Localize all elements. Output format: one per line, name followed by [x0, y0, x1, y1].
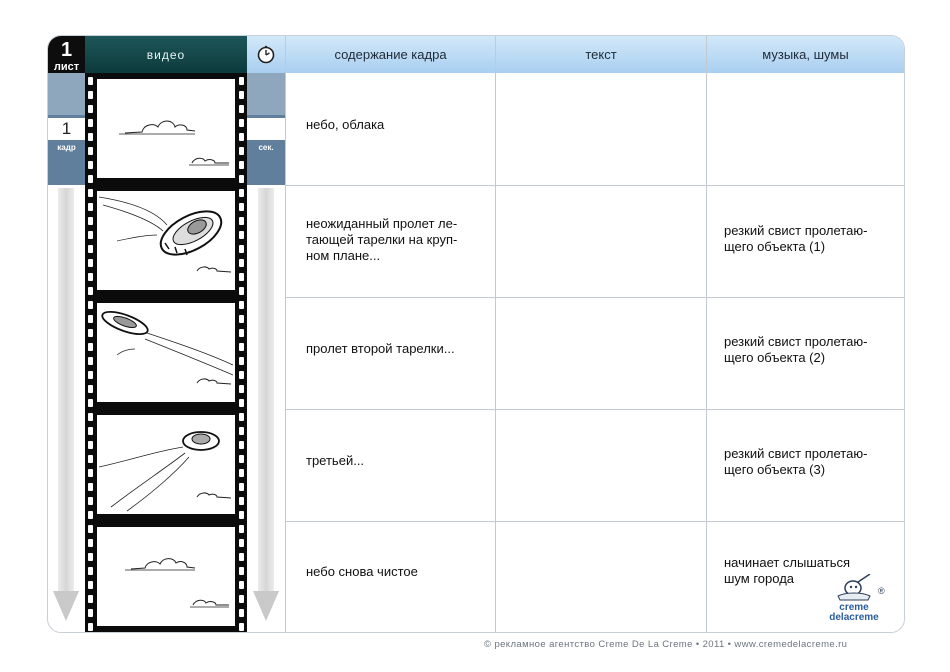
sprocket-hole	[88, 371, 93, 379]
sprocket-hole	[88, 77, 93, 85]
seconds-value	[247, 118, 285, 140]
footer-copyright: © рекламное агентство Creme De La Creme • 2011 • www.cremedelacreme.ru	[484, 639, 848, 650]
sprocket-hole	[239, 371, 244, 379]
frame-panel-top	[48, 73, 85, 115]
sprocket-hole	[239, 399, 244, 407]
sprocket-hole	[88, 399, 93, 407]
sprocket-hole	[88, 133, 93, 141]
sprocket-hole	[239, 105, 244, 113]
sprocket-hole	[88, 483, 93, 491]
row-divider	[285, 297, 904, 298]
sprocket-hole	[239, 161, 244, 169]
sprocket-hole	[239, 511, 244, 519]
row-4-music: резкий свист пролетаю- щего объекта (3)	[724, 446, 868, 477]
sprocket-hole	[88, 497, 93, 505]
sprocket-hole	[88, 427, 93, 435]
sprocket-hole	[88, 329, 93, 337]
logo-text-1: creme	[839, 602, 869, 613]
sprocket-hole	[239, 119, 244, 127]
storyboard-frame-3	[97, 303, 235, 402]
sprocket-hole	[88, 511, 93, 519]
sprocket-hole	[239, 413, 244, 421]
sprocket-hole	[239, 497, 244, 505]
sprocket-hole	[239, 483, 244, 491]
row-divider	[285, 409, 904, 410]
sprocket-hole	[239, 329, 244, 337]
sprocket-hole	[239, 567, 244, 575]
grid-line	[706, 36, 707, 632]
sprocket-hole	[88, 441, 93, 449]
sprocket-hole	[239, 469, 244, 477]
sprocket-hole	[88, 273, 93, 281]
sheet-label: лист	[53, 61, 80, 73]
row-5-music: начинает слышаться шум города	[724, 555, 851, 586]
logo-text-2: delacreme	[829, 612, 879, 622]
sprocket-hole	[239, 581, 244, 589]
grid-line	[495, 36, 496, 632]
sprocket-hole	[239, 385, 244, 393]
row-divider	[285, 521, 904, 522]
content-column-header: содержание кадра	[334, 47, 447, 62]
sprocket-hole	[239, 441, 244, 449]
sprocket-hole	[88, 385, 93, 393]
sprocket-hole	[239, 525, 244, 533]
sprocket-hole	[88, 301, 93, 309]
sprocket-hole	[239, 231, 244, 239]
video-column-header: видео	[85, 36, 247, 73]
sprocket-hole	[88, 357, 93, 365]
sprocket-hole	[88, 315, 93, 323]
sprocket-hole	[88, 175, 93, 183]
music-column-header: музыка, шумы	[762, 47, 849, 62]
sprocket-hole	[88, 119, 93, 127]
sprocket-hole	[239, 357, 244, 365]
row-2-music: резкий свист пролетаю- щего объекта (1)	[724, 223, 868, 254]
down-arrow-icon	[53, 591, 79, 623]
sprocket-hole	[239, 147, 244, 155]
sprocket-hole	[239, 623, 244, 631]
sprocket-hole	[88, 189, 93, 197]
sprocket-hole	[88, 413, 93, 421]
sprocket-hole	[239, 273, 244, 281]
sprocket-hole	[239, 287, 244, 295]
sprocket-hole	[88, 287, 93, 295]
sprocket-hole	[239, 77, 244, 85]
sprocket-hole	[239, 133, 244, 141]
storyboard-frame-4	[97, 415, 235, 514]
grid-line	[285, 36, 286, 632]
sprocket-hole	[88, 259, 93, 267]
sprocket-hole	[88, 567, 93, 575]
row-4-content: третьей...	[306, 453, 365, 468]
sprocket-hole	[88, 105, 93, 113]
storyboard-frame-2	[97, 191, 235, 290]
sprocket-hole	[239, 91, 244, 99]
sprocket-hole	[239, 245, 244, 253]
sprocket-hole	[88, 469, 93, 477]
text-column-header: текст	[585, 47, 617, 62]
right-timeline-track	[258, 188, 274, 598]
registered-mark: ®	[878, 586, 885, 596]
row-3-content: пролет второй тарелки...	[306, 341, 455, 356]
sprocket-hole	[88, 231, 93, 239]
sprocket-hole	[239, 203, 244, 211]
storyboard-sheet	[47, 35, 905, 633]
left-timeline-track	[58, 188, 74, 598]
sprocket-hole	[88, 91, 93, 99]
sprocket-hole	[239, 427, 244, 435]
sprocket-hole	[88, 245, 93, 253]
frame-number: 1	[48, 118, 85, 140]
sprocket-hole	[239, 301, 244, 309]
sprocket-hole	[88, 609, 93, 617]
sheet-number: 1	[60, 39, 73, 61]
sprocket-hole	[88, 525, 93, 533]
sprocket-hole	[88, 161, 93, 169]
frame-label: кадр	[57, 142, 76, 152]
sprocket-hole	[88, 539, 93, 547]
sprocket-hole	[88, 147, 93, 155]
sprocket-hole	[239, 217, 244, 225]
sprocket-hole	[239, 595, 244, 603]
row-3-music: резкий свист пролетаю- щего объекта (2)	[724, 334, 868, 365]
sprocket-hole	[239, 553, 244, 561]
sprocket-hole	[88, 623, 93, 631]
sprocket-hole	[88, 553, 93, 561]
down-arrow-icon	[253, 591, 279, 623]
row-2-content: неожиданный пролет ле- тающей тарелки на круп- ном плане...	[306, 216, 458, 263]
row-5-content: небо снова чистое	[306, 564, 418, 579]
sprocket-hole	[239, 259, 244, 267]
agency-logo	[820, 574, 888, 622]
sprocket-hole	[88, 595, 93, 603]
seconds-label: сек.	[258, 142, 274, 152]
sprocket-hole	[239, 539, 244, 547]
sprocket-hole	[88, 203, 93, 211]
sprocket-hole	[239, 455, 244, 463]
storyboard-frame-5	[97, 527, 235, 626]
row-1-content: небо, облака	[306, 117, 385, 132]
clock-icon	[247, 36, 285, 73]
sheet-number-box	[48, 36, 85, 73]
sprocket-hole	[239, 343, 244, 351]
seconds-panel-top	[247, 73, 285, 115]
row-divider	[285, 185, 904, 186]
sprocket-hole	[239, 609, 244, 617]
storyboard-frame-1	[97, 79, 235, 178]
film-strip	[85, 73, 247, 632]
sprocket-hole	[88, 343, 93, 351]
sprocket-hole	[88, 581, 93, 589]
sprocket-hole	[239, 175, 244, 183]
sprocket-hole	[88, 455, 93, 463]
sprocket-hole	[239, 189, 244, 197]
sprocket-hole	[88, 217, 93, 225]
sprocket-hole	[239, 315, 244, 323]
